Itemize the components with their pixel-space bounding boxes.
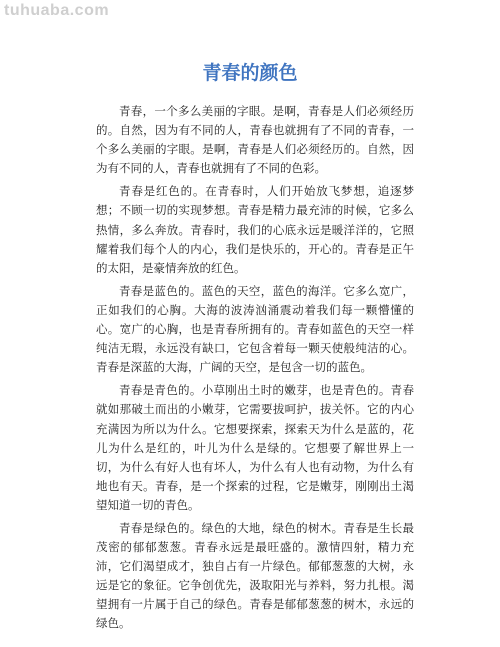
- paragraph: 青春是绿色的。绿色的大地，绿色的树木。青春是生长最茂密的郁郁葱葱。青春永远是最旺盛的。激情四射，精力充沛，它们渴望成才，独自占有一片绿色。郁郁葱葱的大树，永远是它的象征。它争创优先，汲取阳光与养料，努力扎根。渴望拥有一片属于自己的绿色。青春是郁郁葱葱的树木，永远的绿色。: [96, 520, 414, 631]
- watermark: tuhuaba.com: [4, 2, 110, 19]
- article-body: [96, 102, 414, 638]
- paragraph: 青春是青色的。小草刚出土时的嫩芽，也是青色的。青春就如那破土而出的小嫩芽，它需要拔呵护，拔关怀。它的内心充满因为所以为什么。它想要探索，探索天为什么是蓝的，花儿为什么是红的，叶儿为什么是绿的。它想要了解世界上一切，为什么有好人也有坏人，为什么有人也有动物，为什么有地也有天。青春，是一个探索的过程，它是嫩芽，刚刚出土渴望知道一切的青色。: [96, 383, 414, 512]
- paragraph: 青春是红色的。在青春时，人们开始放飞梦想，追逐梦想；不顾一切的实现梦想。青春是精力最充沛的时候，它多么热情，多么奔放。青春时，我们的心底永远是暖洋洋的，它照耀着我们每个人的内心，我们是快乐的，开心的。青春是正午的太阳，是豪情奔放的红色。: [96, 184, 414, 275]
- paragraph: 青春，一个多么美丽的字眼。是啊，青春是人们必须经历的。自然，因为有不同的人，青春也就拥有了不同的青春，一个多么美丽的字眼。是啊，青春是人们必须经历的。自然，因为有不同的人，青春也就拥有了不同的色彩。: [96, 104, 414, 176]
- page-title: 青春的颜色: [202, 62, 298, 84]
- paragraph: 青春是蓝色的。蓝色的天空，蓝色的海洋。它多么宽广，正如我们的心胸。大海的波涛汹涌震动着我们每一颗懵懂的心。宽广的心胸，也是青春所拥有的。青春如蓝色的天空一样纯洁无瑕，永远没有缺口，它包含着每一颗天使般纯洁的心。青春是深蓝的大海，广阔的天空，是包含一切的蓝色。: [96, 283, 414, 375]
